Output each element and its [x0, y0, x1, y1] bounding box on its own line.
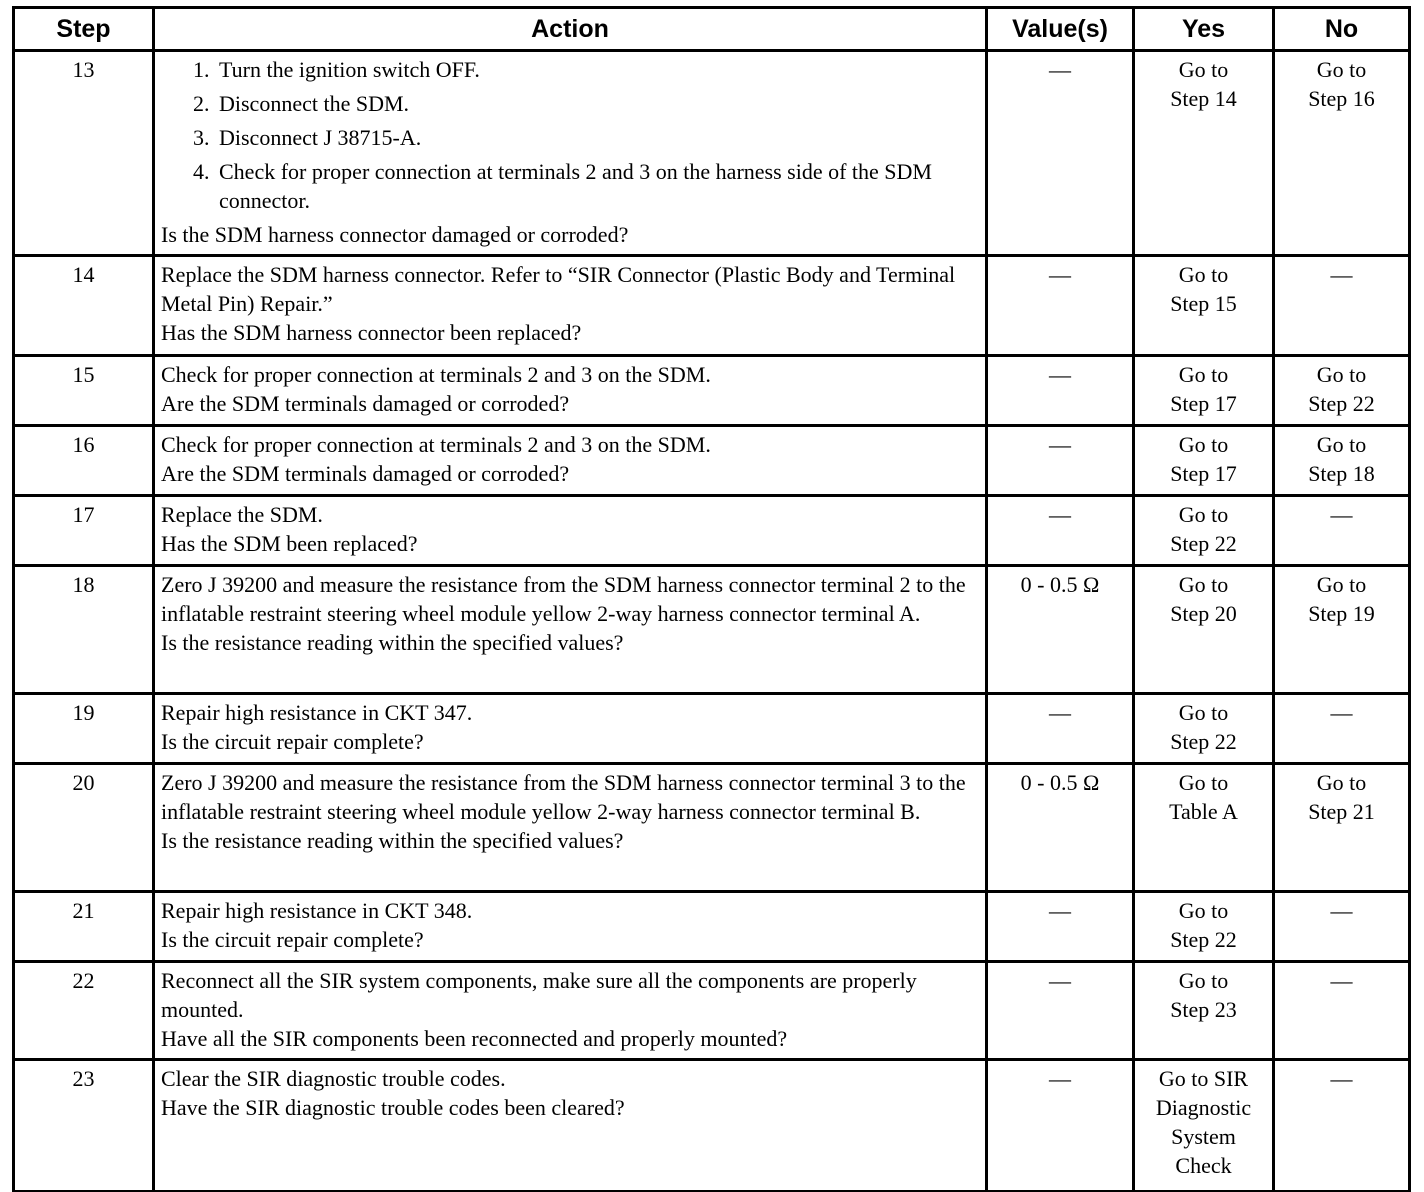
value-cell: — — [987, 51, 1134, 256]
yes-link-text: System — [1171, 1124, 1236, 1149]
no-link-text: Step 16 — [1308, 86, 1375, 111]
no-link-text: — — [1330, 898, 1353, 923]
no-link-text: Go to — [1316, 362, 1367, 387]
yes-cell — [1134, 764, 1274, 892]
value-cell: — — [987, 962, 1134, 1060]
yes-cell — [1134, 694, 1274, 764]
no-cell — [1274, 256, 1410, 356]
table-row — [14, 566, 1410, 694]
yes-link-text: Step 22 — [1170, 729, 1237, 754]
action-instruction-item: 3. Disconnect J 38715-A. — [215, 123, 977, 152]
value-cell: — — [987, 1060, 1134, 1192]
action-question: Is the resistance reading within the specified values? — [161, 630, 624, 655]
step-number: 17 — [14, 496, 154, 566]
action-instruction-item: 2. Disconnect the SDM. — [215, 89, 977, 118]
action-cell — [154, 256, 987, 356]
yes-link-text: Step 20 — [1170, 601, 1237, 626]
table-row — [14, 356, 1410, 426]
table-row — [14, 426, 1410, 496]
table-row — [14, 496, 1410, 566]
action-cell — [154, 764, 987, 892]
header-step: Step — [14, 8, 154, 51]
no-link-text: Go to — [1316, 432, 1367, 457]
header-values: Value(s) — [987, 8, 1134, 51]
yes-link-text: Go to — [1178, 432, 1229, 457]
no-link-text: Step 19 — [1308, 601, 1375, 626]
value-cell: 0 - 0.5 Ω — [987, 566, 1134, 694]
yes-cell — [1134, 51, 1274, 256]
action-instruction-item: 4. Check for proper connection at terminals 2 and 3 on the harness side of the SDM connector. — [215, 157, 977, 215]
action-question: Have all the SIR components been reconnected and properly mounted? — [161, 1026, 788, 1051]
action-cell — [154, 356, 987, 426]
action-instruction-list — [161, 55, 977, 215]
action-cell — [154, 962, 987, 1060]
value-cell: — — [987, 426, 1134, 496]
header-action: Action — [154, 8, 987, 51]
step-number: 19 — [14, 694, 154, 764]
yes-cell — [1134, 256, 1274, 356]
header-yes: Yes — [1134, 8, 1274, 51]
action-question: Has the SDM harness connector been replaced? — [161, 320, 582, 345]
action-question: Is the resistance reading within the specified values? — [161, 828, 624, 853]
yes-cell — [1134, 892, 1274, 962]
action-question: Is the circuit repair complete? — [161, 729, 424, 754]
no-link-text: Step 18 — [1308, 461, 1375, 486]
yes-link-text: Go to — [1178, 968, 1229, 993]
table-row — [14, 256, 1410, 356]
yes-link-text: Step 17 — [1170, 391, 1237, 416]
no-link-text: — — [1330, 700, 1353, 725]
yes-link-text: Go to — [1178, 572, 1229, 597]
header-row — [14, 8, 1410, 51]
action-cell — [154, 51, 987, 256]
action-cell — [154, 694, 987, 764]
value-cell: 0 - 0.5 Ω — [987, 764, 1134, 892]
action-cell — [154, 426, 987, 496]
yes-cell — [1134, 356, 1274, 426]
action-text: Check for proper connection at terminals 2 and 3 on the SDM. — [161, 432, 711, 457]
action-question: Is the SDM harness connector damaged or corroded? — [161, 222, 629, 247]
yes-link-text: Go to — [1178, 898, 1229, 923]
action-text: Repair high resistance in CKT 348. — [161, 898, 473, 923]
action-question: Are the SDM terminals damaged or corroded? — [161, 461, 570, 486]
yes-link-text: Step 17 — [1170, 461, 1237, 486]
step-number: 14 — [14, 256, 154, 356]
no-cell — [1274, 962, 1410, 1060]
action-cell — [154, 566, 987, 694]
no-link-text: Step 22 — [1308, 391, 1375, 416]
action-question: Is the circuit repair complete? — [161, 927, 424, 952]
no-cell — [1274, 694, 1410, 764]
value-cell: — — [987, 892, 1134, 962]
no-link-text: Go to — [1316, 572, 1367, 597]
no-cell — [1274, 1060, 1410, 1192]
yes-link-text: Go to — [1178, 362, 1229, 387]
yes-link-text: Go to — [1178, 502, 1229, 527]
no-cell — [1274, 51, 1410, 256]
yes-link-text: Go to — [1178, 262, 1229, 287]
action-text: Zero J 39200 and measure the resistance from the SDM harness connector terminal 3 to the inflatable restraint steering wheel module yellow 2-way harness connector terminal B. — [161, 770, 966, 824]
table-row — [14, 892, 1410, 962]
step-number: 18 — [14, 566, 154, 694]
yes-link-text: Step 22 — [1170, 531, 1237, 556]
step-number: 20 — [14, 764, 154, 892]
action-text: Check for proper connection at terminals 2 and 3 on the SDM. — [161, 362, 711, 387]
yes-cell — [1134, 496, 1274, 566]
step-number: 21 — [14, 892, 154, 962]
yes-cell — [1134, 566, 1274, 694]
no-cell — [1274, 426, 1410, 496]
no-link-text: — — [1330, 1066, 1353, 1091]
yes-link-text: Table A — [1169, 799, 1238, 824]
diagnostic-table — [12, 6, 1411, 1192]
action-text: Clear the SIR diagnostic trouble codes. — [161, 1066, 506, 1091]
yes-link-text: Step 23 — [1170, 997, 1237, 1022]
yes-link-text: Step 15 — [1170, 291, 1237, 316]
step-number: 22 — [14, 962, 154, 1060]
value-cell: — — [987, 694, 1134, 764]
no-cell — [1274, 566, 1410, 694]
step-number: 23 — [14, 1060, 154, 1192]
action-cell — [154, 892, 987, 962]
no-link-text: — — [1330, 968, 1353, 993]
yes-link-text: Step 14 — [1170, 86, 1237, 111]
no-link-text: — — [1330, 262, 1353, 287]
table-row — [14, 1060, 1410, 1192]
yes-link-text: Step 22 — [1170, 927, 1237, 952]
table-row — [14, 764, 1410, 892]
no-link-text: — — [1330, 502, 1353, 527]
yes-link-text: Go to SIR — [1158, 1066, 1249, 1091]
yes-link-text: Go to — [1178, 770, 1229, 795]
action-text: Reconnect all the SIR system components, make sure all the components are properly mounted. — [161, 968, 917, 1022]
no-link-text: Go to — [1316, 770, 1367, 795]
value-cell: — — [987, 356, 1134, 426]
yes-cell — [1134, 1060, 1274, 1192]
table-row — [14, 962, 1410, 1060]
step-number: 16 — [14, 426, 154, 496]
no-link-text: Step 21 — [1308, 799, 1375, 824]
action-text: Repair high resistance in CKT 347. — [161, 700, 473, 725]
table-row — [14, 51, 1410, 256]
step-number: 13 — [14, 51, 154, 256]
yes-cell — [1134, 962, 1274, 1060]
no-cell — [1274, 892, 1410, 962]
action-text: Replace the SDM harness connector. Refer to “SIR Connector (Plastic Body and Terminal Metal Pin) Repair.” — [161, 262, 956, 316]
yes-link-text: Go to — [1178, 57, 1229, 82]
action-question: Are the SDM terminals damaged or corroded? — [161, 391, 570, 416]
action-question: Have the SIR diagnostic trouble codes been cleared? — [161, 1095, 625, 1120]
action-question: Has the SDM been replaced? — [161, 531, 418, 556]
action-text: Replace the SDM. — [161, 502, 323, 527]
yes-link-text: Check — [1175, 1153, 1232, 1178]
value-cell: — — [987, 496, 1134, 566]
action-text: Zero J 39200 and measure the resistance from the SDM harness connector terminal 2 to the inflatable restraint steering wheel module yellow 2-way harness connector terminal A. — [161, 572, 966, 626]
yes-link-text: Diagnostic — [1155, 1095, 1252, 1120]
no-link-text: Go to — [1316, 57, 1367, 82]
yes-cell — [1134, 426, 1274, 496]
table-body — [14, 51, 1410, 1192]
action-cell — [154, 1060, 987, 1192]
value-cell: — — [987, 256, 1134, 356]
header-no: No — [1274, 8, 1410, 51]
action-instruction-item: 1. Turn the ignition switch OFF. — [215, 55, 977, 84]
yes-link-text: Go to — [1178, 700, 1229, 725]
no-cell — [1274, 356, 1410, 426]
no-cell — [1274, 764, 1410, 892]
no-cell — [1274, 496, 1410, 566]
action-cell — [154, 496, 987, 566]
table-row — [14, 694, 1410, 764]
step-number: 15 — [14, 356, 154, 426]
